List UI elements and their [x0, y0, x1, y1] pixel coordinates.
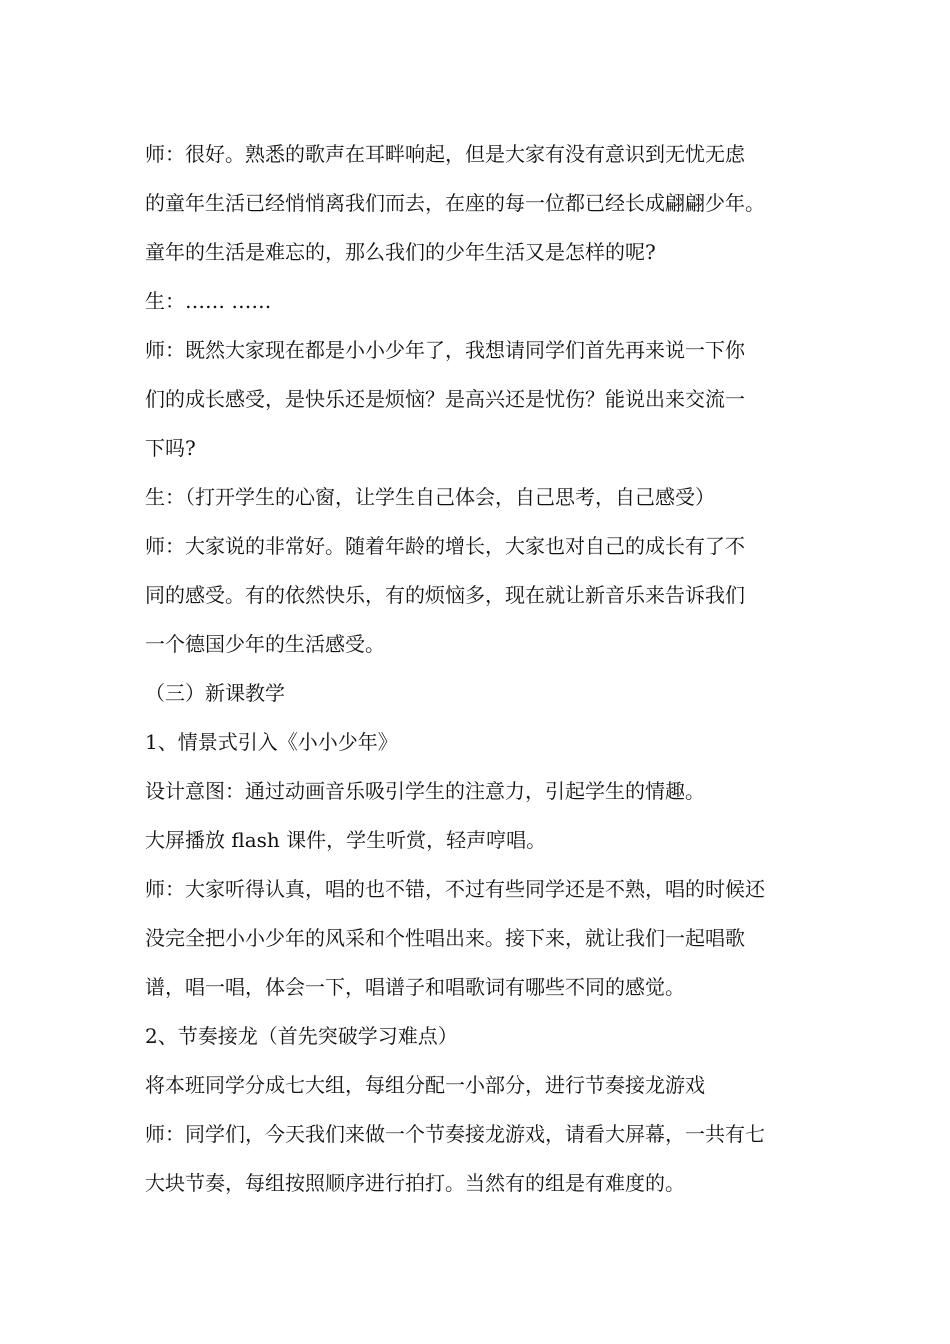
text-line: 们的成长感受，是快乐还是烦恼？是高兴还是忧伤？能说出来交流一	[145, 387, 745, 411]
text-line: 将本班同学分成七大组，每组分配一小部分，进行节奏接龙游戏	[145, 1073, 705, 1097]
text-line: 设计意图：通过动画音乐吸引学生的注意力，引起学生的情趣。	[145, 779, 705, 803]
text-line: 生：（打开学生的心窗，让学生自己体会，自己思考，自己感受）	[145, 485, 715, 509]
text-line: 童年的生活是难忘的，那么我们的少年生活又是怎样的呢?	[145, 240, 656, 264]
text-line: 一个德国少年的生活感受。	[145, 632, 385, 656]
subsection-heading: 2、节奏接龙（首先突破学习难点）	[145, 1024, 458, 1048]
text-line: 大块节奏，每组按照顺序进行拍打。当然有的组是有难度的。	[145, 1171, 685, 1195]
section-heading: （三）新课教学	[145, 681, 285, 705]
text-line: 生：…… ……	[145, 289, 272, 313]
text-line: 师：大家说的非常好。随着年龄的增长，大家也对自己的成长有了不	[145, 534, 745, 558]
text-line: 下吗?	[145, 436, 196, 460]
text-line: 师：很好。熟悉的歌声在耳畔响起，但是大家有没有意识到无忧无虑	[145, 142, 745, 166]
text-line: 师：同学们，今天我们来做一个节奏接龙游戏，请看大屏幕，一共有七	[145, 1122, 765, 1146]
text-line: 没完全把小小少年的风采和个性唱出来。接下来，就让我们一起唱歌	[145, 926, 745, 950]
text-line: 同的感受。有的依然快乐，有的烦恼多，现在就让新音乐来告诉我们	[145, 583, 745, 607]
text-line: 谱，唱一唱，体会一下，唱谱子和唱歌词有哪些不同的感觉。	[145, 975, 685, 999]
text-line: 师：既然大家现在都是小小少年了，我想请同学们首先再来说一下你	[145, 338, 745, 362]
subsection-heading: 1、情景式引入《小小少年》	[145, 730, 398, 754]
document-body	[145, 130, 815, 1208]
text-line: 师：大家听得认真，唱的也不错，不过有些同学还是不熟，唱的时候还	[145, 877, 765, 901]
text-line: 的童年生活已经悄悄离我们而去，在座的每一位都已经长成翩翩少年。	[145, 191, 765, 215]
text-line: 大屏播放 flash 课件，学生听赏，轻声哼唱。	[145, 828, 547, 852]
